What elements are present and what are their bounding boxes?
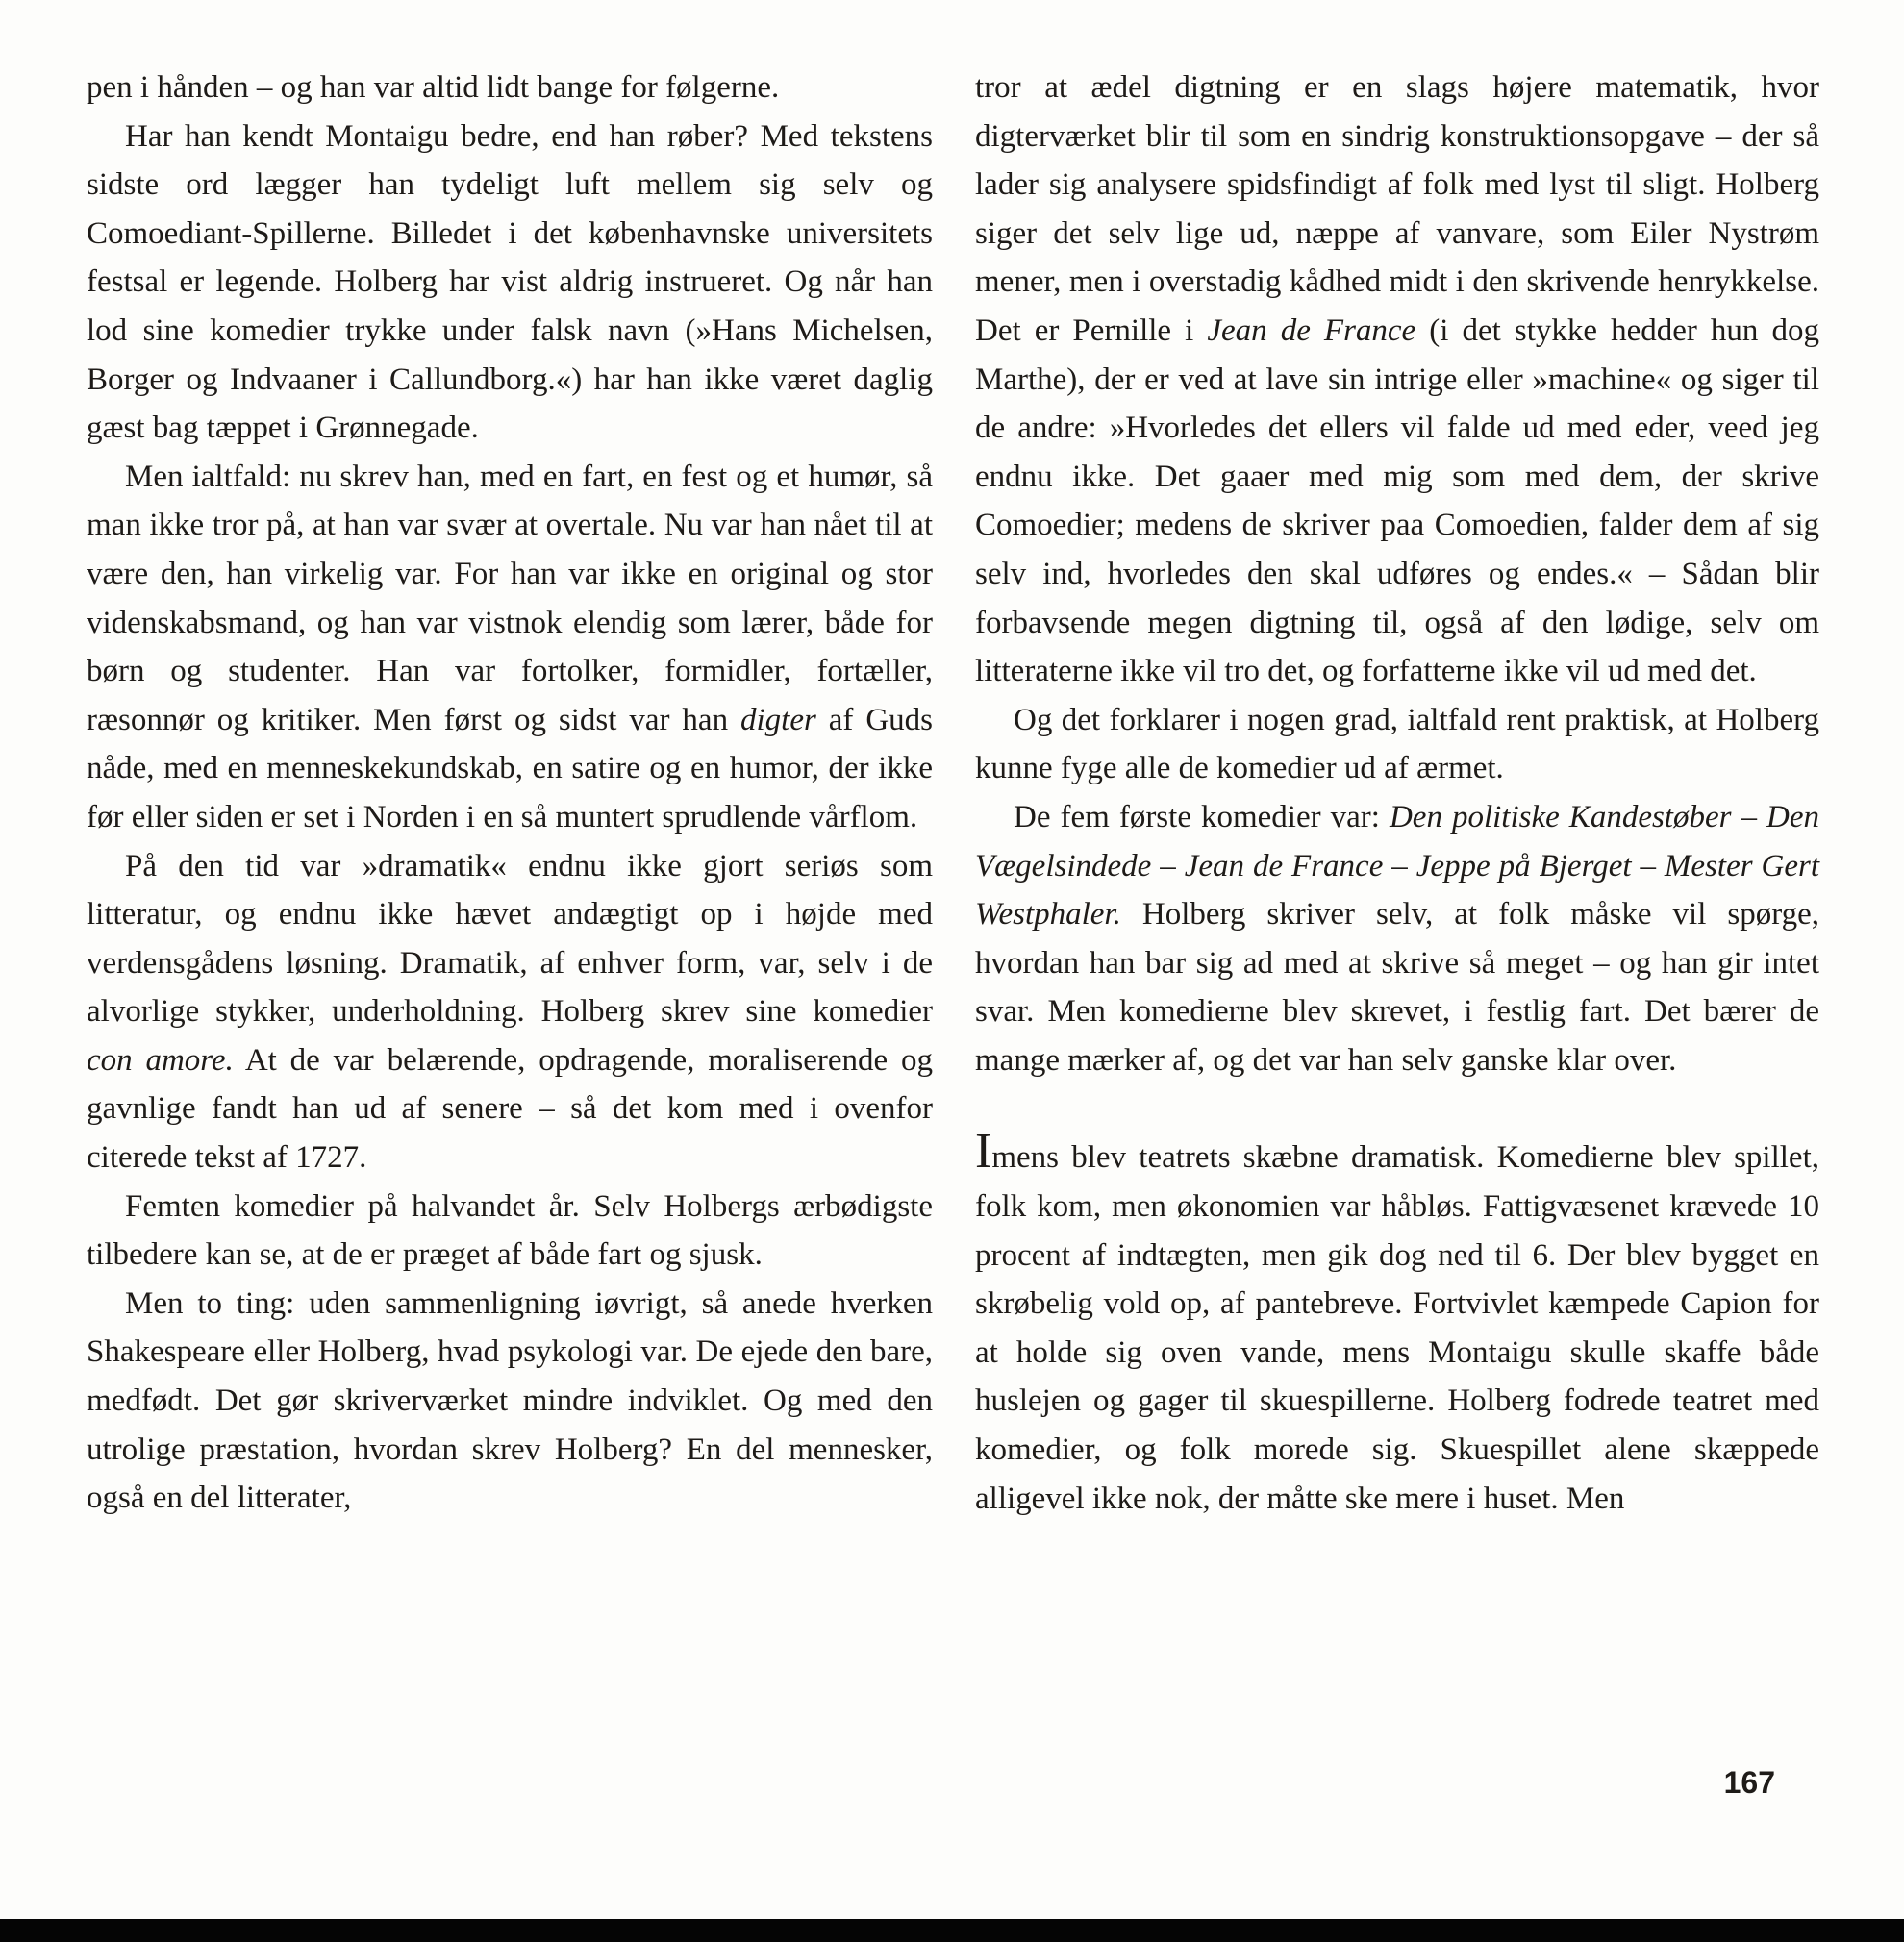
paragraph: Femten komedier på halvandet år. Selv Holbergs ærbødigste tilbedere kan se, at de er præget af både fart og sjusk.	[87, 1188, 933, 1273]
paragraph: Har han kendt Montaigu bedre, end han røber? Med tekstens sidste ord lægger han tydeligt luft mellem sig selv og Comoediant-Spillerne. Billedet i det københavnske universitets festsal er legende. Holberg har vist aldrig instrueret. Og når han lod sine komedier trykke under falsk navn (»Hans Michelsen, Borger og Indvaaner i Callundborg.«) har han ikke været daglig gæst bag tæppet i Grønnegade.	[87, 118, 933, 446]
paragraph: Men to ting: uden sammenligning iøvrigt, så anede hverken Shakespeare eller Holberg, hvad psykologi var. De ejede den bare, medfødt. Det gør skriverværket mindre indviklet. Og med den utrolige præstation, hvordan skrev Holberg? En del mennesker, også en del litterater,	[87, 1285, 933, 1516]
italic-title: Jean de France	[1207, 312, 1416, 348]
paragraph-text: mens blev teatrets skæbne dramatisk. Komedierne blev spillet, folk kom, men økonomien var håbløs. Fattigvæsenet krævede 10 procent af indtægten, men gik dog ned til 6. Der blev bygget en skrøbelig vold op, af pantebreve. Fortvivlet kæmpede Capion for at holde sig oven vande, mens Montaigu skulle skaffe både huslejen og gager til skuespillerne. Holberg fodrede teatret med komedier, og folk morede sig. Skuespillet alene skæppede alligevel ikke nok, der måtte ske mere i huset. Men	[975, 1140, 1819, 1516]
right-text-column	[975, 63, 1819, 1523]
paragraph-text: af Guds nåde, med en menneskekundskab, en satire og en humor, der ikke før eller siden er set i Norden i en så muntert sprudlende vårflom.	[87, 702, 934, 834]
paragraph-text: På den tid var »dramatik« endnu ikke gjort seriøs som litteratur, og endnu ikke hævet andægtigt op i højde med verdensgådens løsning. Dramatik, af enhver form, var, selv i de alvorlige stykker, underholdning. Holberg skrev sine komedier	[87, 848, 933, 1030]
paragraph: Og det forklarer i nogen grad, ialtfald rent praktisk, at Holberg kunne fyge alle de komedier ud af ærmet.	[975, 702, 1819, 786]
page-number: 167	[1723, 1765, 1775, 1800]
paragraph: pen i hånden – og han var altid lidt bange for følgerne.	[87, 70, 780, 105]
italic-phrase: con amore.	[87, 1042, 234, 1078]
paragraph-text: (i det stykke hedder hun dog Marthe), der er ved at lave sin intrige eller »machine« og siger til de andre: »Hvorledes det ellers vil falde ud med eder, veed jeg endnu ikke. Det gaaer med mig som med dem, der skrive Comoedier; medens de skriver paa Comoedien, falder dem af sig selv ind, hvorledes den skal udføres og endes.« – Sådan blir forbavsende megen digtning til, også af den lødige, selv om litteraterne ikke vil tro det, og forfatterne ikke vil ud med det.	[975, 312, 1819, 689]
drop-cap: I	[975, 1124, 992, 1180]
left-text-column	[87, 63, 933, 1523]
paragraph-text: Holberg skriver selv, at folk måske vil spørge, hvordan han bar sig ad med at skrive så meget – og han gir intet svar. Men komedierne blev skrevet, i festlig fart. Det bærer de mange mærker af, og det var han selv ganske klar over.	[975, 897, 1819, 1078]
paragraph	[87, 453, 933, 842]
scan-bottom-edge	[0, 1919, 1904, 1942]
paragraph	[975, 63, 1819, 696]
paragraph	[87, 842, 933, 1183]
paragraph-text: tror at ædel digtning er en slags højere matematik, hvor digterværket blir til som en sindrig konstruktionsopgave – der så lader sig analysere spidsfindigt af folk med lyst til sligt. Holberg siger det selv lige ud, næppe af vanvare, som Eiler Nystrøm mener, men i overstadig kådhed midt i den skrivende henrykkelse. Det er Pernille i	[975, 70, 1819, 348]
section-paragraph	[975, 1124, 1819, 1523]
paragraph	[975, 793, 1819, 1085]
italic-word: digter	[740, 702, 816, 737]
paragraph-text: At de var belærende, opdragende, moraliserende og gavnlige fandt han ud af senere – så det kom med i ovenfor citerede tekst af 1727.	[87, 1042, 933, 1176]
paragraph-text: De fem første komedier var:	[1014, 799, 1380, 834]
paragraph-text: Men ialtfald: nu skrev han, med en fart, en fest og et humør, så man ikke tror på, at han var svær at overtale. Nu var han nået til at være den, han virkelig var. For han var ikke en original og stor videnskabsmand, og han var vistnok elendig som lærer, både for børn og studenter. Han var fortolker, formidler, fortæller, ræsonnør og kritiker. Men først og sidst var han	[87, 459, 933, 737]
italic-titles: Den politiske Kandestøber – Den Vægelsindede – Jean de France – Jeppe på Bjerget – Mester Gert Westphaler.	[975, 799, 1819, 933]
